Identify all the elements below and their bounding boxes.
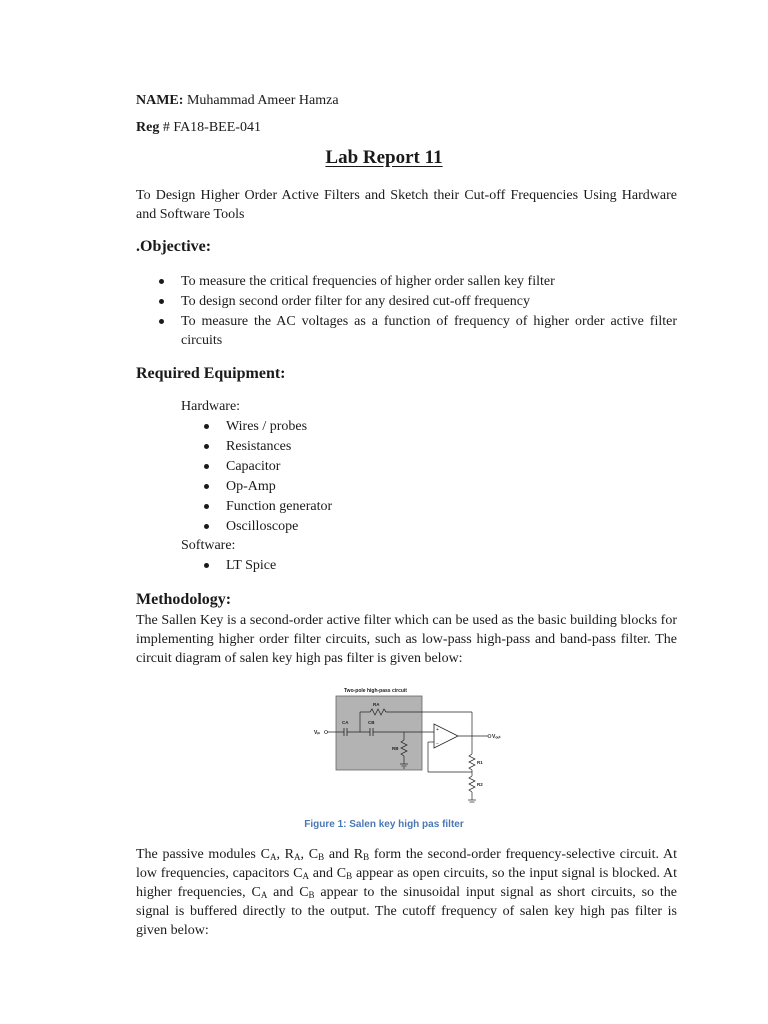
software-label: Software: (181, 538, 236, 553)
methodology-paragraph: The Sallen Key is a second-order active filter which can be used as the basic building blocks for implementing higher order filter circuits, such as low-pass high-pass and band-pass filter. The circuit diagram of salen key high pas filter is given below: (136, 613, 677, 666)
list-item-text: Wires / probes (226, 419, 308, 434)
list-item-text: Function generator (226, 499, 333, 514)
methodology-heading: Methodology: (136, 591, 232, 608)
name-value: Muhammad Ameer Hamza (186, 93, 339, 108)
vout-label: Vₒᵤₜ (492, 734, 501, 740)
r2-label: R2 (477, 782, 483, 787)
resistor-r1 (469, 754, 475, 770)
list-item (226, 556, 276, 575)
list-item-text: LT Spice (226, 558, 277, 573)
cb-label: CB (368, 720, 375, 725)
vout-terminal (488, 735, 491, 738)
circuit-title: Two-pole high-pass circuit (344, 688, 407, 694)
bullet-icon (204, 524, 209, 529)
list-item-text: Capacitor (226, 459, 281, 474)
hardware-list (226, 417, 526, 537)
vin-label: Vᵢₙ (314, 730, 321, 736)
hardware-label: Hardware: (181, 399, 241, 414)
list-item-text: To measure the AC voltages as a function of frequency of higher order active filter circuits (181, 314, 677, 348)
list-item (226, 457, 526, 476)
list-item (226, 477, 526, 496)
list-item (226, 497, 526, 516)
bullet-icon (204, 563, 209, 568)
op-amp-plus: + (436, 727, 439, 733)
list-item-text: Op-Amp (226, 479, 276, 494)
name-label: NAME: (136, 93, 184, 108)
bullet-icon (159, 279, 164, 284)
ca-label: CA (342, 720, 349, 725)
bullet-icon (204, 484, 209, 489)
op-amp-minus: − (436, 741, 439, 747)
vin-terminal (325, 731, 328, 734)
list-item (226, 517, 526, 536)
reg-label: Reg (136, 120, 160, 135)
ra-label: RA (373, 702, 380, 707)
bullet-icon (204, 504, 209, 509)
list-item (181, 292, 677, 311)
bullet-icon (204, 424, 209, 429)
rb-label: RB (392, 746, 399, 751)
list-item-text: Oscilloscope (226, 519, 299, 534)
intro-paragraph: To Design Higher Order Active Filters and Sketch their Cut-off Frequencies Using Hardware and Software Tools (136, 188, 677, 222)
bullet-icon (204, 464, 209, 469)
equipment-heading: Required Equipment: (136, 365, 286, 382)
objective-list (181, 272, 677, 351)
list-item (226, 437, 526, 456)
reg-value: # FA18-BEE-041 (162, 120, 261, 135)
name-line (136, 93, 339, 109)
circuit-diagram (312, 684, 510, 810)
software-list (226, 556, 276, 575)
list-item-text: To measure the critical frequencies of higher order sallen key filter (181, 274, 555, 289)
list-item (181, 312, 677, 350)
filter-section-box (336, 696, 422, 770)
bullet-icon (204, 444, 209, 449)
resistor-r2 (469, 776, 475, 792)
list-item (226, 417, 526, 436)
list-item-text: To design second order filter for any desired cut-off frequency (181, 294, 531, 309)
reg-line (136, 120, 261, 136)
page-title: Lab Report 11 (325, 147, 443, 168)
objective-heading: .Objective: (136, 238, 212, 255)
figure-caption: Figure 1: Salen key high pas filter (304, 819, 464, 830)
r1-label: R1 (477, 760, 483, 765)
list-item (181, 272, 677, 291)
list-item-text: Resistances (226, 439, 292, 454)
bullet-icon (159, 299, 164, 304)
passive-modules-paragraph: The passive modules $C_A$, $R_A$, $C_B$ and $R_B$ form the second-order frequency-selective circuit. At low frequencies, capacitors $C_A$ and $C_B$ appear as open circuits, so the input signal is blocked. At higher frequencies, $C_A$ and $C_B$ appear to the sinusoidal input signal as short circuits, so the signal is buffered directly to the output. The cutoff frequency of salen key high pas filter is given below: (136, 847, 678, 938)
bullet-icon (159, 319, 164, 324)
